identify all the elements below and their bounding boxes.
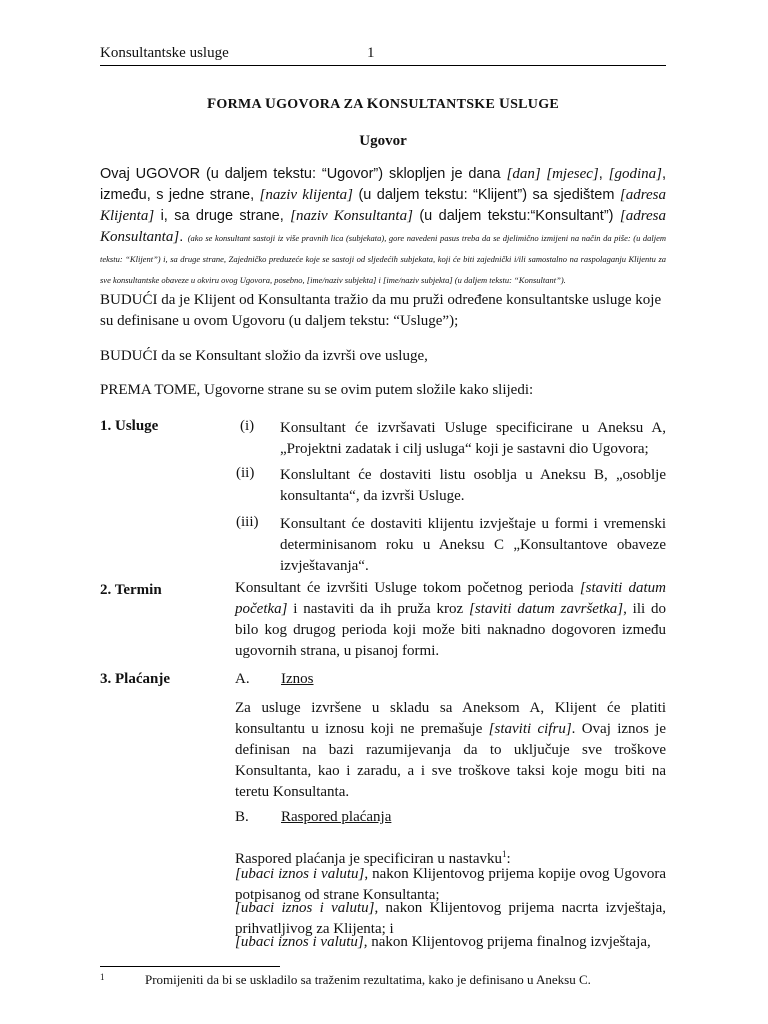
whereas-paragraph-1: BUDUĆI da je Klijent od Konsultanta tražio da mu pruži određene konsultantske usluge koje su definisane u ovom Ugovoru (u daljem tekstu: “Usluge”); xyxy=(100,292,662,329)
section-3b-letter: B. xyxy=(235,809,249,825)
section-3b-heading: Raspored plaćanja xyxy=(281,809,392,825)
section-1-item-1-text: Konsultant će izvršavati Usluge specificirane u Aneksu A, „Projektni zadatak i cilj usluga“ koji je sastavni dio Ugovora; xyxy=(280,420,666,457)
section-1-item-2-number: (ii) xyxy=(236,465,255,481)
section-3a-letter: A. xyxy=(235,671,250,687)
section-1-item-3-text: Konsultant će dostaviti klijentu izvještaje u formi i vremenski determinisanom roku u Aneksu C „Konsultantove obaveze izvještavanja“. xyxy=(280,516,666,574)
running-header-title: Konsultantske usluge xyxy=(100,45,229,61)
document-subtitle: Ugovor xyxy=(359,133,407,149)
section-3a-heading: Iznos xyxy=(281,671,314,687)
section-1-item-1-number: (i) xyxy=(240,418,255,434)
footnote-rule xyxy=(100,966,280,967)
section-1-title: 1. Usluge xyxy=(100,418,159,434)
header-rule xyxy=(100,65,666,66)
section-3b-intro: Raspored plaćanja je specificiran u nastavku$^1$: xyxy=(235,849,511,867)
payment-row-1: [ubaci iznos i valutu], nakon Klijentovog prijema kopije ovog Ugovora potpisanog od strane Konsultanta; xyxy=(235,866,666,903)
document-title: FORMA UGOVORA ZA KONSULTANTSKE USLUGE xyxy=(206,96,560,112)
payment-row-2: [ubaci iznos i valutu], nakon Klijentovog prijema nacrta izvještaja, prihvatljivog za Klijenta; i xyxy=(235,900,667,937)
footnote-ref: 1 xyxy=(501,849,507,859)
section-3-title: 3. Plaćanje xyxy=(100,671,170,687)
page-number: 1 xyxy=(367,45,375,61)
footnote-text: Promijeniti da bi se uskladilo sa traženim rezultatima, kako je definisano u Aneksu C. xyxy=(145,972,591,987)
footnote-mark: 1 xyxy=(100,972,105,982)
therefore-paragraph: PREMA TOME, Ugovorne strane su se ovim putem složile kako slijedi: xyxy=(100,382,534,398)
intro-paragraph: Ovaj UGOVOR (u daljem tekstu: “Ugovor”) sklopljen je dana [dan] [mjesec], [godina], između, s jedne strane, [naziv klijenta] (u daljem tekstu: “Klijent”) sa sjedištem [adresa Klijenta] i, sa druge strane, [naziv Konsultanta] (u daljem tekstu:“Konsultant”) [adresa Konsultanta]. (ako se konsultant sastoji iz više pravnih lica (subjekata), gore navedeni pasus treba da se djelimično izmijeni na način da piše: (u daljem tekstu: “Klijent”) i, sa druge strane, Zajedničko preduzeće koje se sastoji od sljedećih subjekata, koji će biti zajednički i/ili samostalno na raspolaganju Klijentu za sve konsultantske obaveze u okviru ovog Ugovora, posebno, [ime/naziv subjekta] i [ime/naziv subjekta] (u daljem tekstu: “Konsultant”). xyxy=(100,166,667,285)
section-1-item-2-text: Konslultant će dostaviti listu osoblja u Aneksu B, „osoblje konsultanta“, da izvrši Usluge. xyxy=(280,467,666,504)
section-2-text: Konsultant će izvršiti Usluge tokom početnog perioda [staviti datum početka] i nastaviti da ih pruža kroz [staviti datum završetka], ili do bilo kog drugog perioda koji može biti naknadno dogovoren između ugovornih strana, u pisanoj formi. xyxy=(235,580,666,659)
section-3a-text: Za usluge izvršene u skladu sa Aneksom A, Klijent će platiti konsultantu u iznosu koji ne premašuje [staviti cifru]. Ovaj iznos je definisan na bazi razumijevanja da to uključuje sve troškove Konsultanta, kao i zaradu, a i sve troškove taksi koje mogu biti na teretu Konsultanta. xyxy=(235,700,666,800)
section-1-item-3-number: (iii) xyxy=(236,514,259,530)
payment-row-3: [ubaci iznos i valutu], nakon Klijentovog prijema finalnog izvještaja, xyxy=(235,934,651,950)
intro-note: (ako se konsultant sastoji iz više pravnih lica (subjekata), gore navedeni pasus treba da se djelimično izmijeni na način da piše: (u daljem tekstu: “Klijent”) i, sa druge strane, Zajedničko preduzeće koje se sastoji od sljedećih subjekata, koji će biti zajednički i/ili samostalno na raspolaganju Klijentu za sve konsultantske obaveze u okviru ovog Ugovora, posebno, [ime/naziv subjekta] i [ime/naziv subjekta] (u daljem tekstu: “Konsultant”). xyxy=(100,233,667,285)
section-2-title: 2. Termin xyxy=(100,582,162,598)
whereas-paragraph-2: BUDUĆI da se Konsultant složio da izvrši ove usluge, xyxy=(100,348,428,364)
